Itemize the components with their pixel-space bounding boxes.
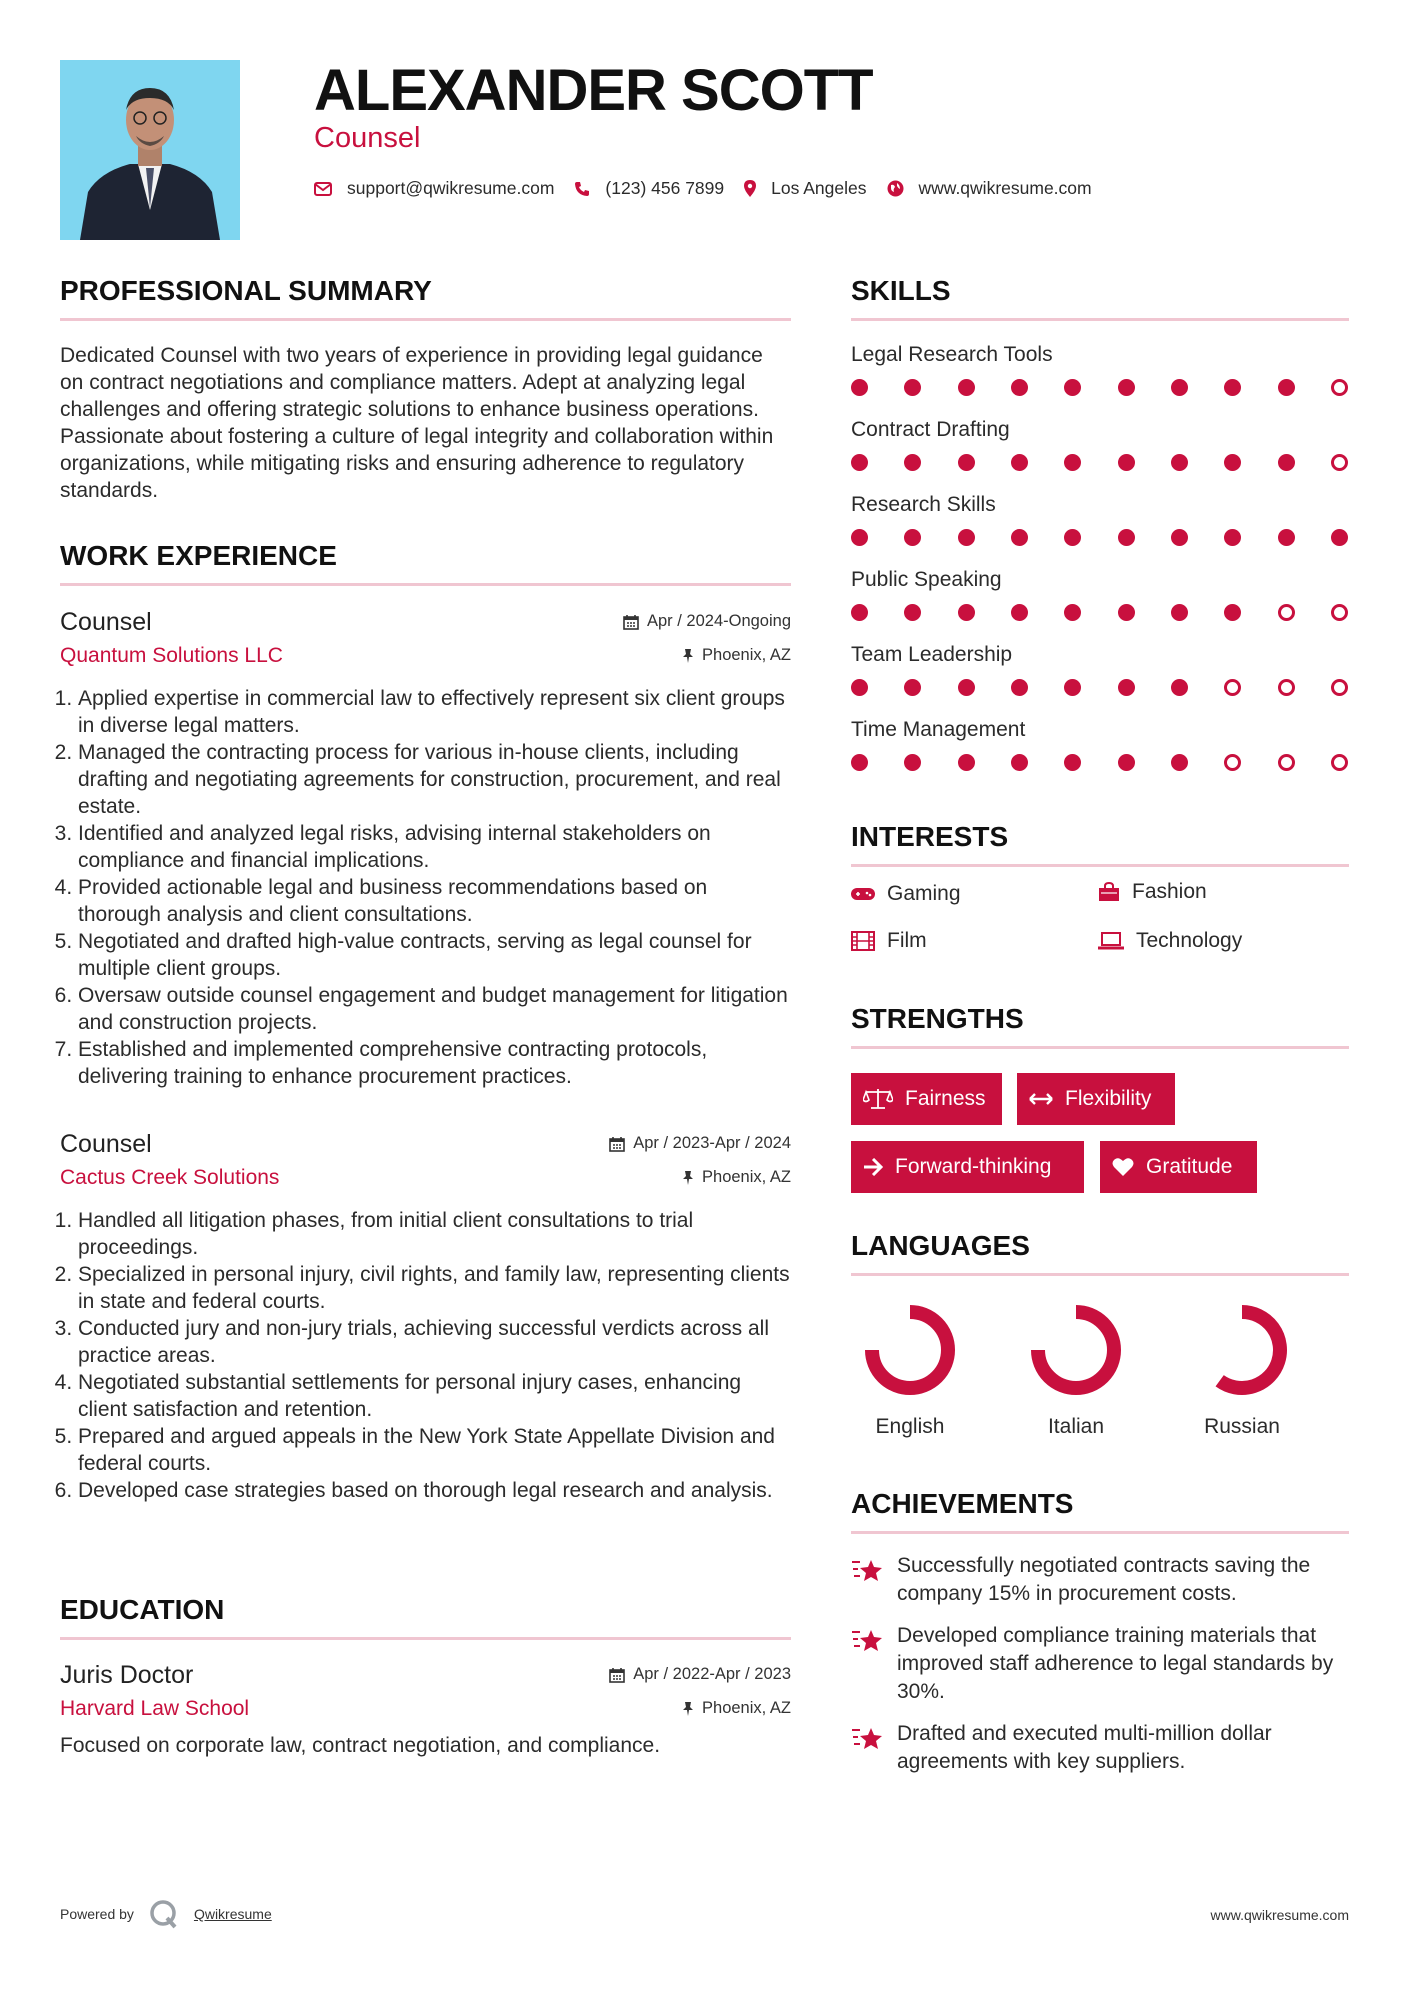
list-item: 3. Conducted jury and non-jury trials, achieving successful verdicts across all practice areas. [78,1315,791,1369]
skill-dot-filled [1224,604,1241,621]
skill-dot-filled [904,529,921,546]
strength-badge [851,1141,1084,1193]
language-item [845,1300,975,1439]
skill-item [851,716,1349,771]
job-dates-text: Apr / 2024-Ongoing [646,612,791,630]
skill-name: Legal Research Tools [851,343,1053,366]
skill-dot-filled [1011,754,1028,771]
skill-dot-empty [1224,679,1241,696]
language-item [1011,1300,1141,1439]
skill-dot-filled [1118,379,1135,396]
skill-dot-filled [1171,529,1188,546]
skill-dot-filled [1171,679,1188,696]
language-name: Russian [1204,1415,1280,1438]
skill-dot-filled [1064,454,1081,471]
arrow-right-icon [863,1158,883,1176]
phone-text: (123) 456 7899 [605,178,725,198]
shooting-star-icon [851,1626,885,1654]
skill-dot-empty [1278,679,1295,696]
skill-dot-filled [1171,754,1188,771]
skill-dot-filled [904,454,921,471]
school-name: Harvard Law School [60,1697,250,1720]
interest-item [851,882,961,906]
contact-phone[interactable] [574,178,724,199]
skill-dot-filled [1224,529,1241,546]
map-pin-icon [744,180,756,197]
skill-rating [851,604,1348,621]
skill-dot-filled [1064,529,1081,546]
calendar-icon [623,614,639,630]
skill-rating [851,679,1348,696]
calendar-icon [609,1136,625,1152]
job-dates [623,612,791,631]
calendar-icon [609,1667,625,1683]
skill-dot-filled [1011,529,1028,546]
laptop-icon [1098,932,1124,950]
language-name: English [875,1415,945,1438]
skill-dot-filled [1118,754,1135,771]
contact-website[interactable] [887,178,1092,199]
skill-dot-filled [1118,454,1135,471]
skill-dot-filled [851,379,868,396]
list-item: 5. Negotiated and drafted high-value contracts, serving as legal counsel for multiple client groups. [78,928,791,982]
skill-dot-filled [1171,454,1188,471]
candidate-title: Counsel [314,122,421,154]
achievement-text: Drafted and executed multi-million dollar agreements with key suppliers. [897,1722,1272,1773]
candidate-name: ALEXANDER SCOTT [314,58,873,123]
gamepad-icon [851,887,875,901]
skill-dot-empty [1331,754,1348,771]
skill-name: Time Management [851,718,1026,741]
email-text: support@qwikresume.com [347,178,555,198]
skill-dot-empty [1331,454,1348,471]
skill-dot-filled [851,679,868,696]
skill-item [851,491,1349,546]
education-entry [60,1658,791,1759]
language-gauge [1026,1300,1126,1400]
skill-dot-filled [1011,454,1028,471]
interest-label: Technology [1136,929,1243,952]
skill-dot-filled [1064,604,1081,621]
achievement-item [851,1720,1349,1776]
skill-dot-filled [851,604,868,621]
skill-item [851,566,1349,621]
proficiency-arc [1220,1312,1280,1388]
website-text: www.qwikresume.com [918,178,1092,198]
skill-dot-filled [1331,529,1348,546]
job-entry [60,1127,791,1504]
list-item: 4. Negotiated substantial settlements for personal injury cases, enhancing client satisfaction and retention. [78,1369,791,1423]
scale-icon [863,1088,893,1110]
pin-icon [682,1170,694,1186]
list-item: 2. Specialized in personal injury, civil rights, and family law, representing clients in state and federal courts. [78,1261,791,1315]
job-location [682,646,791,665]
phone-icon [574,181,590,197]
job-company: Cactus Creek Solutions [60,1166,280,1189]
degree-title: Juris Doctor [60,1661,194,1689]
skill-dot-filled [1278,379,1295,396]
skill-dot-empty [1331,679,1348,696]
job-dates-text: Apr / 2023-Apr / 2024 [633,1134,791,1152]
skill-dot-filled [1011,679,1028,696]
skill-name: Contract Drafting [851,418,1010,441]
qwikresume-logo-icon [148,1898,180,1930]
strength-label: Gratitude [1146,1155,1233,1178]
language-gauge [1192,1300,1292,1400]
achievement-item [851,1552,1349,1608]
proficiency-arc [872,1312,948,1388]
education-location-text: Phoenix, AZ [702,1699,791,1717]
job-dates [609,1134,791,1153]
strength-label: Forward-thinking [895,1155,1052,1178]
skill-dot-filled [851,529,868,546]
language-name: Italian [1047,1415,1105,1438]
interest-item [1098,929,1242,953]
skill-dot-filled [1118,679,1135,696]
experience-heading: WORK EXPERIENCE [60,539,791,586]
interest-item [1098,880,1207,904]
strength-badge [1100,1141,1257,1193]
summary-text: Dedicated Counsel with two years of experience in providing legal guidance on contract negotiations and compliance matters. Adept at analyzing legal challenges and offering strategic solutions to enhance business operations. Passionate about fostering a culture of legal integrity and collaboration within organizations, while mitigating risks and ensuring adherence to regulatory standards. [60,344,774,502]
skill-dot-filled [1011,604,1028,621]
education-heading: EDUCATION [60,1593,791,1640]
skill-rating [851,454,1348,471]
skill-dot-filled [958,379,975,396]
language-gauge [860,1300,960,1400]
location-text: Los Angeles [771,178,867,198]
skill-dot-filled [904,754,921,771]
contact-bar [314,178,1112,199]
strength-label: Flexibility [1065,1087,1152,1110]
shooting-star-icon [851,1724,885,1752]
skill-dot-filled [1064,679,1081,696]
achievement-text: Developed compliance training materials that improved staff adherence to legal standards by 30%. [897,1624,1334,1703]
skill-item [851,341,1349,396]
skill-dot-filled [851,454,868,471]
interest-label: Fashion [1132,880,1207,903]
achievement-item [851,1622,1349,1706]
skill-dot-filled [1224,379,1241,396]
skill-dot-filled [904,604,921,621]
skill-name: Team Leadership [851,643,1013,666]
strength-badge [1017,1073,1175,1125]
skill-rating [851,529,1348,546]
skill-dot-filled [1064,754,1081,771]
shopping-bag-icon [1098,882,1120,902]
skill-dot-filled [904,679,921,696]
languages-heading: LANGUAGES [851,1229,1349,1276]
skill-dot-filled [958,454,975,471]
strength-label: Fairness [905,1087,986,1110]
job-location-text: Phoenix, AZ [702,1168,791,1186]
list-item: 6. Developed case strategies based on thorough legal research and analysis. [78,1477,791,1504]
interest-label: Film [887,929,927,952]
footer-website[interactable]: www.qwikresume.com [1210,1907,1349,1923]
skill-dot-filled [904,379,921,396]
skill-dot-filled [851,754,868,771]
skill-dot-filled [958,679,975,696]
footer-powered-by [60,1898,272,1930]
skill-dot-filled [1278,529,1295,546]
interest-label: Gaming [887,882,961,905]
education-description: Focused on corporate law, contract negotiation, and compliance. [60,1734,661,1757]
skill-dot-filled [1011,379,1028,396]
skill-rating [851,379,1348,396]
list-item: 3. Identified and analyzed legal risks, advising internal stakeholders on compliance and financial implications. [78,820,791,874]
education-location [682,1699,791,1718]
globe-icon [887,180,904,197]
list-item: 7. Established and implemented comprehensive contracting protocols, delivering training to enhance procurement practices. [78,1036,791,1090]
job-location [682,1168,791,1187]
pin-icon [682,1701,694,1717]
shooting-star-icon [851,1556,885,1584]
job-entry [60,605,791,1090]
list-item: 1. Handled all litigation phases, from initial client consultations to trial proceedings. [78,1207,791,1261]
skill-dot-filled [958,604,975,621]
skill-dot-empty [1331,379,1348,396]
film-icon [851,931,875,951]
job-location-text: Phoenix, AZ [702,646,791,664]
summary-heading: PROFESSIONAL SUMMARY [60,274,791,321]
skill-dot-filled [1224,454,1241,471]
list-item: 1. Applied expertise in commercial law to effectively represent six client groups in diverse legal matters. [78,685,791,739]
proficiency-arc [1038,1312,1114,1388]
list-item: 2. Managed the contracting process for various in-house clients, including drafting and negotiating agreements for construction, procurement, and real estate. [78,739,791,820]
job-title: Counsel [60,608,152,636]
qwikresume-link[interactable]: Qwikresume [193,1906,272,1922]
skill-dot-empty [1331,604,1348,621]
language-item [1177,1300,1307,1439]
list-item: 5. Prepared and argued appeals in the New York State Appellate Division and federal courts. [78,1423,791,1477]
skill-dot-filled [1171,379,1188,396]
envelope-icon [314,182,332,196]
skill-name: Research Skills [851,493,996,516]
skill-dot-filled [958,529,975,546]
job-responsibilities [60,685,791,1090]
education-dates [609,1665,791,1684]
skill-item [851,641,1349,696]
heart-icon [1112,1157,1134,1177]
list-item: 4. Provided actionable legal and business recommendations based on thorough analysis and client consultations. [78,874,791,928]
job-company: Quantum Solutions LLC [60,644,283,667]
education-dates-text: Apr / 2022-Apr / 2023 [633,1665,791,1683]
contact-email[interactable] [314,178,554,199]
skill-rating [851,754,1348,771]
skill-dot-filled [1118,529,1135,546]
strength-badge [851,1073,1002,1125]
achievement-text: Successfully negotiated contracts saving the company 15% in procurement costs. [897,1554,1311,1605]
contact-location [744,178,866,199]
interests-heading: INTERESTS [851,820,1349,867]
skills-heading: SKILLS [851,274,1349,321]
job-title: Counsel [60,1130,152,1158]
skill-dot-filled [1278,454,1295,471]
profile-photo [60,60,240,240]
skill-dot-filled [958,754,975,771]
achievements-heading: ACHIEVEMENTS [851,1487,1349,1534]
skill-name: Public Speaking [851,568,1002,591]
skill-dot-filled [1064,379,1081,396]
skill-dot-empty [1278,604,1295,621]
pin-icon [682,648,694,664]
skill-dot-filled [1118,604,1135,621]
job-responsibilities [60,1207,791,1504]
arrows-horizontal-icon [1029,1092,1053,1106]
interest-item [851,929,927,953]
strengths-heading: STRENGTHS [851,1002,1349,1049]
powered-by-text: Powered by [60,1906,134,1922]
skill-dot-filled [1171,604,1188,621]
skill-item [851,416,1349,471]
skill-dot-empty [1224,754,1241,771]
skill-dot-empty [1278,754,1295,771]
list-item: 6. Oversaw outside counsel engagement and budget management for litigation and construction projects. [78,982,791,1036]
